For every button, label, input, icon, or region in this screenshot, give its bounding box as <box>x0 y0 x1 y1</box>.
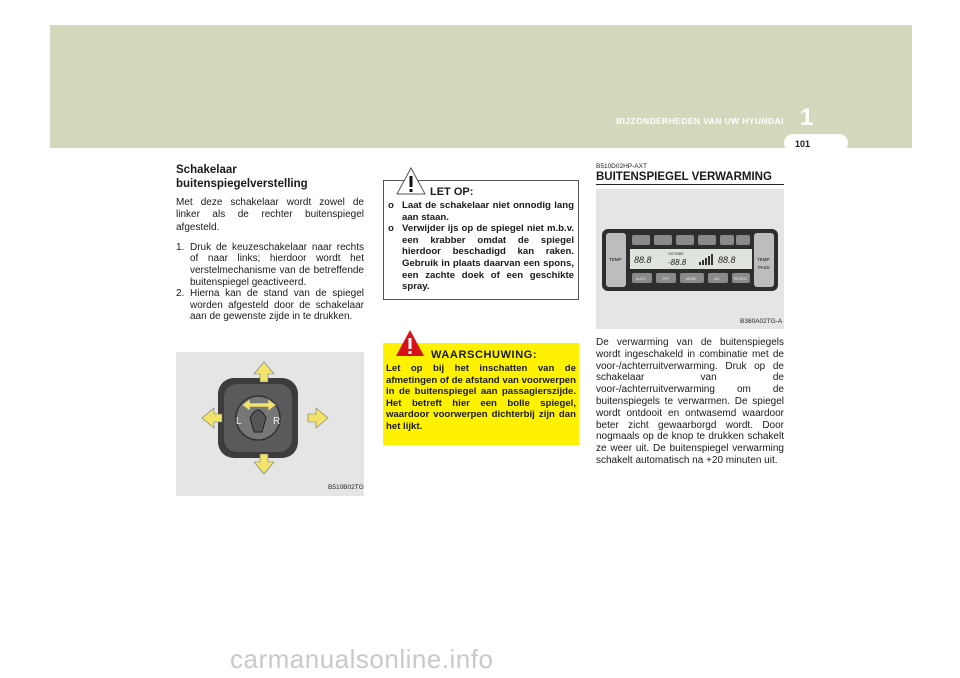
warning-text: Let op bij het inschatten van de afmetingen of de afstand van voorwerpen in de buitenspiegel aan passagierszijde. Het betreft hier een bolle spiegel, waardoor voorwerpen dichterbij zijn dan het lijkt. <box>386 363 576 432</box>
label-left: L <box>236 416 242 427</box>
temp-label-right: TEMP <box>757 257 770 262</box>
lcd-outside-temp: -88.8 <box>668 258 687 267</box>
chapter-title: BIJZONDERHEDEN VAN UW HYUNDAI <box>616 116 784 126</box>
caution-triangle-icon <box>396 167 426 195</box>
steps-list <box>176 242 364 323</box>
svg-text:AUTO: AUTO <box>636 277 646 281</box>
note-list <box>388 200 574 293</box>
svg-text:OFF: OFF <box>662 277 669 281</box>
section-title-mirror-switch: Schakelaar buitenspiegelverstelling <box>176 164 308 190</box>
page-number: 101 <box>795 139 811 149</box>
arrow-right-icon <box>308 408 328 428</box>
figure-code: B510B02TG <box>328 484 364 491</box>
temp-label-left: TEMP <box>609 257 622 262</box>
note-title: LET OP: <box>430 186 474 198</box>
page-number-tab <box>784 134 848 152</box>
note-box <box>383 180 579 300</box>
climate-panel-figure <box>596 189 784 329</box>
chapter-number: 1 <box>800 104 814 131</box>
list-item: 2. Hierna kan de stand van de spiegel worden afgesteld door de schakelaar aan de gewenste zijde in te drukken. <box>176 288 364 323</box>
list-item: o Verwijder ijs op de spiegel niet m.b.v. een krabber omdat de spiegel hierdoor beschadigd kan raken. Gebruik in plaats daarvan een spons, een zachte doek of een geschikte spray. <box>388 223 574 293</box>
section-title-mirror-heating: BUITENSPIEGEL VERWARMING <box>596 171 784 185</box>
top-button-row <box>632 235 750 245</box>
list-item: 1. Druk de keuzeschakelaar naar rechts of naar links; hierdoor wordt het verstelmechanisme van de betreffende buitenspiegel geactiveerd. <box>176 241 364 288</box>
label-right: R <box>273 416 281 427</box>
climate-control-illustration <box>596 189 784 329</box>
figure-code: B380A02TG-A <box>740 318 783 325</box>
lcd-right-temp: 88.8 <box>718 255 736 265</box>
header-band <box>50 25 912 148</box>
warning-box <box>383 343 579 445</box>
mirror-switch-figure <box>176 352 364 496</box>
svg-text:RECIRC: RECIRC <box>734 277 748 281</box>
warning-triangle-icon <box>395 329 425 357</box>
watermark: carmanualsonline.info <box>230 644 494 674</box>
svg-text:A/C: A/C <box>714 277 720 281</box>
warning-title: WAARSCHUWING: <box>431 349 538 361</box>
lcd-left-temp: 88.8 <box>634 255 652 265</box>
lcd-outside-label: OUTSIDE <box>668 252 684 256</box>
section-code: B510D02HP-AXT <box>596 163 647 170</box>
right-column <box>596 163 784 185</box>
mirror-heating-paragraph: De verwarming van de buitenspiegels wordt ingeschakeld in combinatie met de voor-/achterruitverwarming. Druk op de schakelaar van de voor-/achterruitverwarming om de buitenspiegels te verwarmen. De spiegel wordt ontdooit en ontwasemd waardoor beter zicht gewaarborgd wordt. Door nogmaals op de knop te drukken schakelt ze weer uit. De buitenspiegel verwarming schakelt automatisch na +20 minuten uit. <box>596 337 784 466</box>
list-item: o Laat de schakelaar niet onnodig lang aan staan. <box>388 200 574 223</box>
pass-label: PASS <box>758 265 770 270</box>
mirror-switch-illustration <box>176 352 364 496</box>
svg-text:MODE: MODE <box>686 277 697 281</box>
intro-paragraph: Met deze schakelaar wordt zowel de linker als de rechter buitenspiegel afgesteld. <box>176 197 364 233</box>
left-column <box>176 163 364 323</box>
